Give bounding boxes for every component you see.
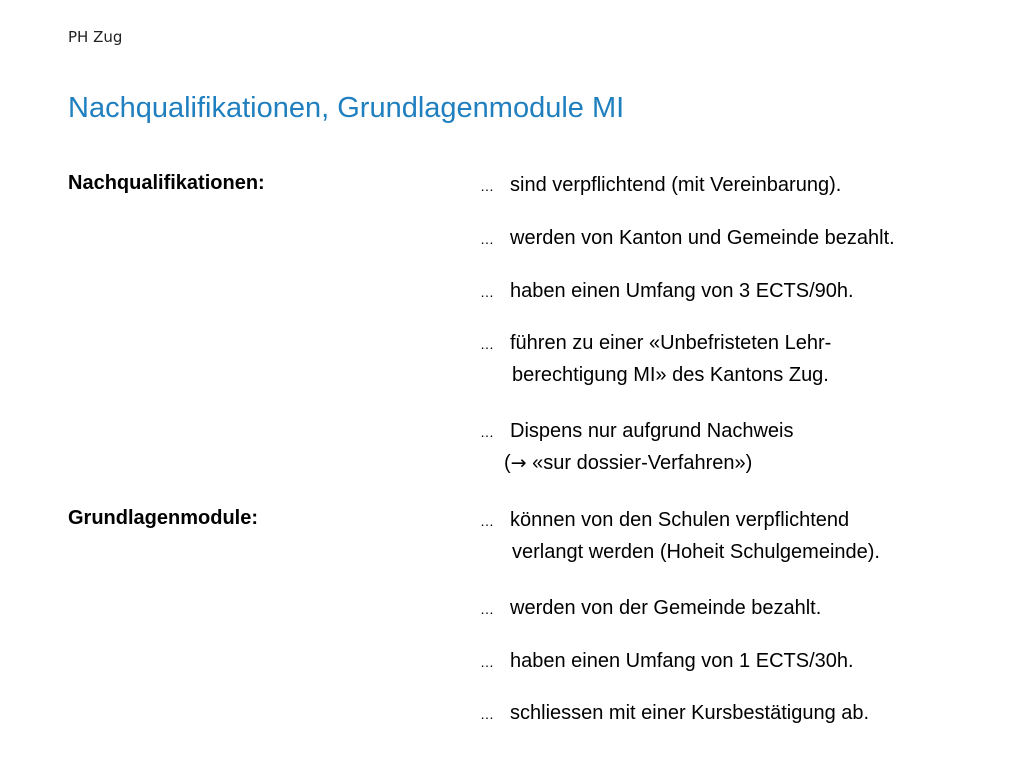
item-text: werden von der Gemeinde bezahlt.	[510, 597, 822, 619]
list-item	[480, 505, 880, 568]
item-text: schliessen mit einer Kursbestätigung ab.	[510, 702, 870, 724]
list-item	[480, 646, 854, 678]
ellipsis-prefix: …	[480, 654, 494, 670]
item-text: sind verpflichtend (mit Vereinbarung).	[510, 174, 842, 196]
item-text: führen zu einer «Unbefristeten Lehr-	[510, 332, 832, 354]
ellipsis-prefix: …	[480, 513, 494, 529]
list-item	[480, 328, 831, 391]
list-item	[480, 593, 821, 625]
continuation-text: «sur dossier-Verfahren»)	[526, 452, 753, 474]
item-text: können von den Schulen verpflichtend	[510, 509, 850, 531]
item-text: werden von Kanton und Gemeinde bezahlt.	[510, 227, 895, 249]
item-continuation	[480, 448, 794, 479]
slide-title: Nachqualifikationen, Grundlagenmodule MI	[68, 92, 625, 124]
list-item	[480, 698, 869, 730]
ellipsis-prefix: …	[480, 178, 494, 194]
ellipsis-prefix: …	[480, 284, 494, 300]
list-item	[480, 170, 841, 202]
section-label-grundlagenmodule: Grundlagenmodule:	[68, 507, 258, 529]
section-label-nachqualifikationen: Nachqualifikationen:	[68, 172, 265, 194]
ellipsis-prefix: …	[480, 601, 494, 617]
list-item	[480, 223, 895, 255]
open-paren: (	[504, 452, 511, 474]
list-item	[480, 416, 794, 479]
item-text: haben einen Umfang von 3 ECTS/90h.	[510, 280, 854, 302]
item-text: Dispens nur aufgrund Nachweis	[510, 420, 794, 442]
item-text: haben einen Umfang von 1 ECTS/30h.	[510, 650, 854, 672]
item-continuation: verlangt werden (Hoheit Schulgemeinde).	[512, 541, 880, 563]
ellipsis-prefix: …	[480, 706, 494, 722]
header-org: PH Zug	[68, 28, 123, 46]
ellipsis-prefix: …	[480, 231, 494, 247]
ellipsis-prefix: …	[480, 336, 494, 352]
ellipsis-prefix: …	[480, 424, 494, 440]
arrow-right-icon: →	[510, 452, 527, 474]
item-continuation: berechtigung MI» des Kantons Zug.	[512, 364, 829, 386]
list-item	[480, 276, 854, 308]
